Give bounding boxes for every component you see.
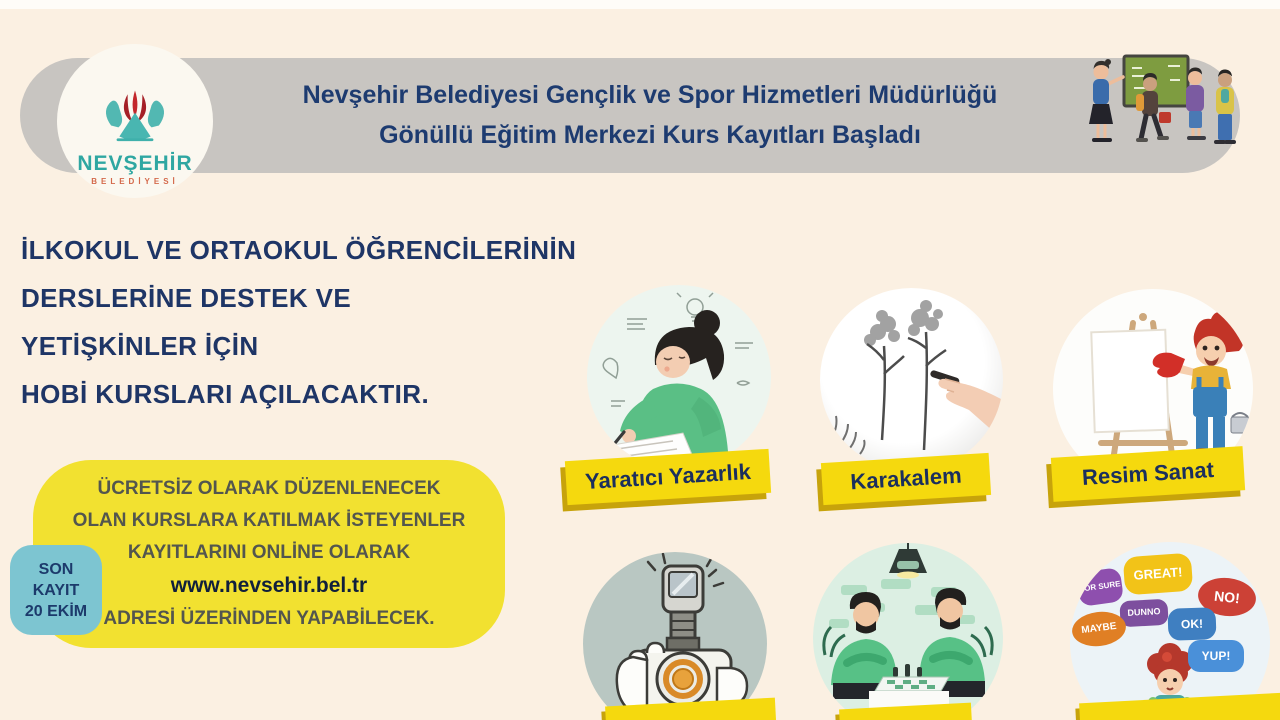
course-circle-language xyxy=(1070,542,1270,720)
charcoal-drawing-photo xyxy=(820,288,1003,471)
course-circle-photography xyxy=(583,552,767,720)
logo-city-name: NEVŞEHİR xyxy=(77,152,193,175)
speech-bubble: MAYBE xyxy=(1070,609,1128,649)
course-label-ribbon xyxy=(821,453,991,505)
nevsehir-emblem-icon xyxy=(89,87,181,153)
info-line: ÜCRETSİZ OLARAK DÜZENLENECEK xyxy=(97,478,441,499)
course-label: Karakalem xyxy=(849,462,963,495)
course-circle-chess xyxy=(813,543,1003,720)
speech-bubble: YUP! xyxy=(1188,640,1244,672)
logo-subtitle: BELEDİYESİ xyxy=(91,177,179,186)
municipality-logo xyxy=(57,44,213,198)
deadline-badge xyxy=(10,545,102,635)
header-title-line2: Gönüllü Eğitim Merkezi Kurs Kayıtları Başladı xyxy=(379,121,921,149)
header-title xyxy=(240,58,1060,173)
course-label-ribbon xyxy=(565,449,771,505)
registration-url: www.nevsehir.bel.tr xyxy=(170,574,368,597)
speech-bubble: NO! xyxy=(1196,575,1258,619)
creative-writing-illustration xyxy=(587,285,771,469)
registration-info-box xyxy=(33,460,505,648)
speech-bubble: GREAT! xyxy=(1123,553,1193,596)
deadline-line: SON xyxy=(38,560,74,578)
info-line: KAYITLARINI ONLİNE OLARAK xyxy=(127,542,411,563)
deadline-line: KAYIT xyxy=(32,581,80,599)
course-circle-creative-writing xyxy=(587,285,771,469)
speech-bubble: DUNNO xyxy=(1119,599,1168,627)
header-title-line1: Nevşehir Belediyesi Gençlik ve Spor Hizmetleri Müdürlüğü xyxy=(302,81,998,109)
course-label: Resim Sanat xyxy=(1081,456,1215,491)
top-margin-strip xyxy=(0,0,1280,9)
intro-line: YETİŞKİNLER İÇİN xyxy=(21,331,259,361)
info-line: OLAN KURSLARA KATILMAK İSTEYENLER xyxy=(72,510,466,531)
speech-bubble: FOR SURE xyxy=(1076,567,1124,607)
intro-line: DERSLERİNE DESTEK VE xyxy=(21,283,352,313)
chess-players-illustration xyxy=(813,543,1003,720)
info-line: ADRESİ ÜZERİNDEN YAPABİLECEK. xyxy=(103,608,435,629)
deadline-line: 20 EKİM xyxy=(24,602,88,620)
course-label: Yaratıcı Yazarlık xyxy=(584,458,752,495)
intro-line: HOBİ KURSLARI AÇILACAKTIR. xyxy=(21,379,430,409)
intro-text xyxy=(21,226,576,418)
intro-line: İLKOKUL VE ORTAOKUL ÖĞRENCİLERİNİN xyxy=(21,235,577,265)
photography-camera-illustration xyxy=(583,552,767,720)
classroom-illustration xyxy=(1074,50,1240,172)
speech-bubble: OK! xyxy=(1167,607,1216,641)
course-circle-charcoal xyxy=(820,288,1003,471)
